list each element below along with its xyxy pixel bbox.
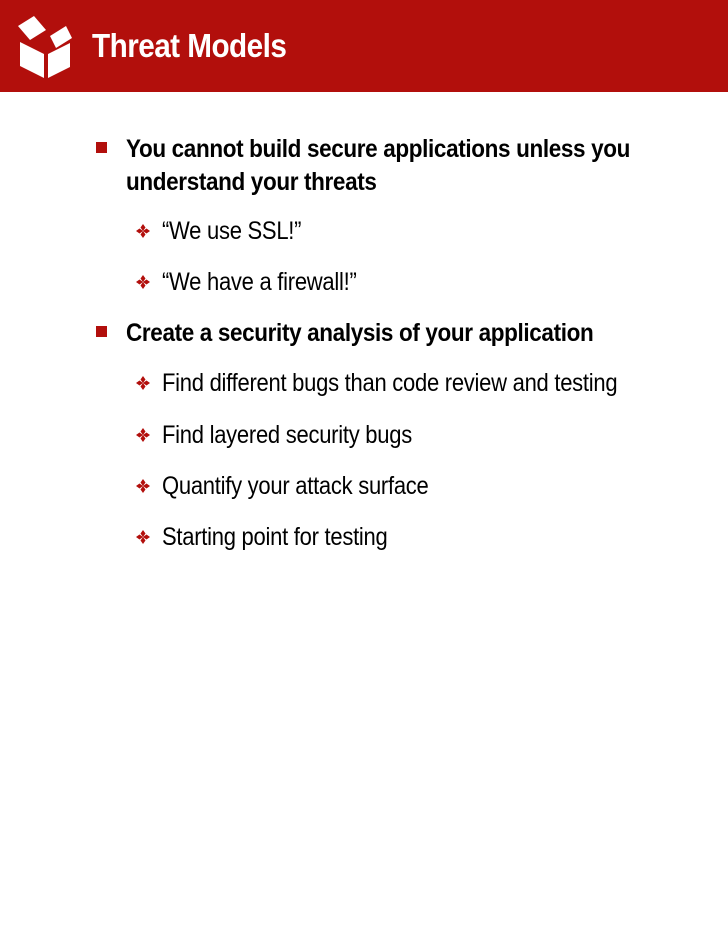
sub-bullet-text: “We have a firewall!” xyxy=(162,268,357,296)
sub-bullet-text: Starting point for testing xyxy=(162,523,388,551)
four-diamond-bullet-icon xyxy=(136,428,150,442)
slide-title: Threat Models xyxy=(92,27,287,64)
four-diamond-bullet-icon xyxy=(136,479,150,493)
four-diamond-bullet-icon xyxy=(136,275,150,289)
four-diamond-bullet-icon xyxy=(136,530,150,544)
sub-bullet-text: Find layered security bugs xyxy=(162,421,412,449)
sub-bullet-text: Quantify your attack surface xyxy=(162,472,429,500)
square-bullet-icon xyxy=(96,142,107,153)
four-diamond-bullet-icon xyxy=(136,224,150,238)
cube-icon xyxy=(14,14,74,80)
sub-bullet-text: “We use SSL!” xyxy=(162,217,302,245)
sub-bullet-text: Find different bugs than code review and testing xyxy=(162,369,618,397)
bullet-text: You cannot build secure applications unless you xyxy=(126,135,631,163)
bullet-text: Create a security analysis of your application xyxy=(126,319,594,347)
four-diamond-bullet-icon xyxy=(136,376,150,390)
square-bullet-icon xyxy=(96,326,107,337)
slide-header xyxy=(0,0,728,92)
bullet-text: understand your threats xyxy=(126,168,377,196)
